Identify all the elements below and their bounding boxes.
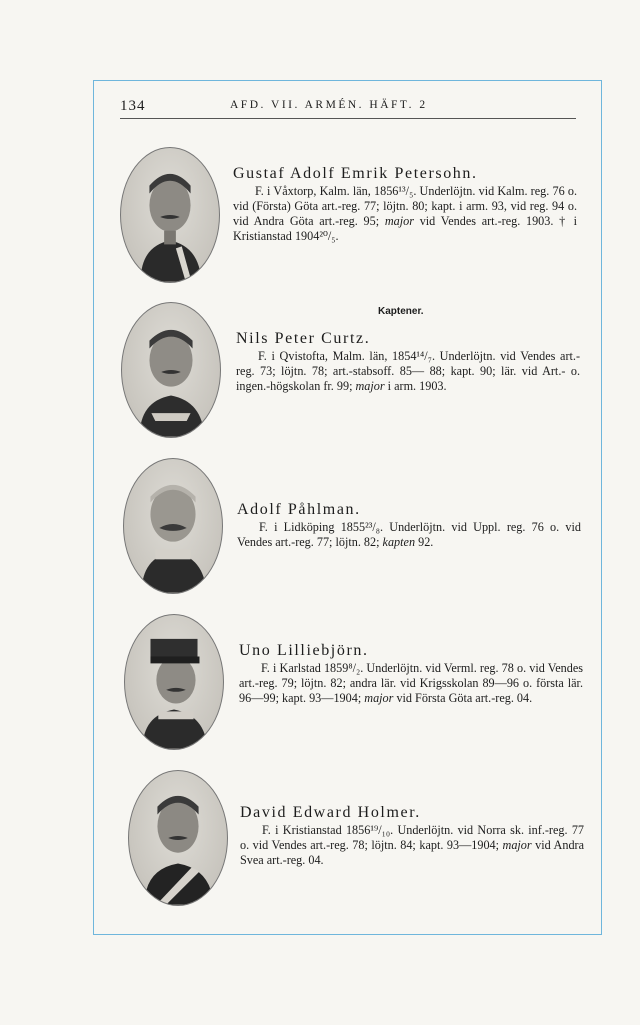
page-number: 134	[120, 98, 146, 114]
person-bio: F. i Kristianstad 1856¹⁹/₁₀. Underlöjtn. vid Norra sk. inf.-reg. 77 o. vid Vendes art.-reg. 78; löjtn. 84; kapt. 93—1904; major vid Andra Svea art.-reg. 04.	[240, 823, 585, 867]
person-name: David Edward Holmer.	[240, 804, 421, 821]
running-head: AFD. VII. ARMÉN. HÄFT. 2	[230, 99, 428, 111]
person-name: Nils Peter Curtz.	[236, 330, 371, 347]
portrait-photo	[121, 302, 221, 438]
person-name: Adolf Påhlman.	[237, 501, 361, 518]
portrait-photo	[123, 458, 223, 594]
person-bio: F. i Karlstad 1859⁸/₂. Underlöjtn. vid Verml. reg. 78 o. vid Vendes art.-reg. 79; löjtn. 82; andra lär. vid Krigsskolan 89—96 o. första lär. 96—99; kapt. 93—1904; major vid Första Göta art.-reg. 04.	[239, 661, 583, 705]
portrait-photo	[128, 770, 228, 906]
person-bio: F. i Lidköping 1855²³/₈. Underlöjtn. vid Uppl. reg. 76 o. vid Vendes art.-reg. 77; löjtn. 82; kapten 92.	[237, 520, 581, 549]
section-heading: Kaptener.	[378, 306, 424, 317]
person-bio: F. i Qvistofta, Malm. län, 1854¹⁴/₇. Underlöjtn. vid Vendes art.-reg. 73; löjtn. 78; art.-stabsoff. 85— 88; kapt. 90; lär. vid Art.- o. ingen.-högskolan fr. 99; major i arm. 1903.	[236, 349, 581, 393]
person-bio: F. i Våxtorp, Kalm. län, 1856¹³/₅. Underlöjtn. vid Kalm. reg. 76 o. vid (Första) Göta art.-reg. 77; löjtn. 80; kapt. i arm. 93, vid reg. 94 o. vid Andra Göta art.-reg. 95; major vid Vendes art.-reg. 1903. † i Kristianstad 1904²⁰/₅.	[233, 184, 578, 243]
portrait-photo	[124, 614, 224, 750]
person-name: Uno Lilliebjörn.	[239, 642, 369, 659]
portrait-photo	[120, 147, 220, 283]
person-name: Gustaf Adolf Emrik Petersohn.	[233, 165, 478, 182]
